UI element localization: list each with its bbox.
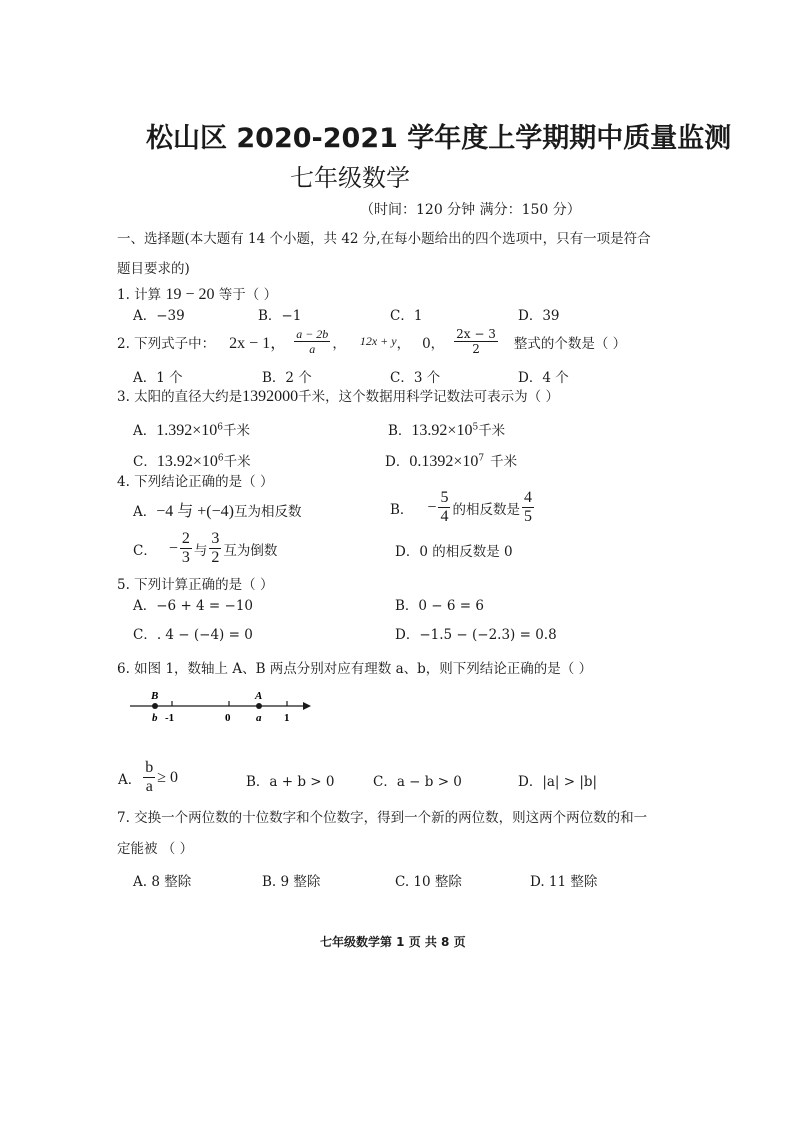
q4-b-fraction-1	[438, 490, 450, 525]
q3-number: 1392000	[242, 388, 299, 405]
q1-option-c[interactable]: C．1	[390, 308, 423, 324]
q3-option-b[interactable]	[388, 419, 505, 440]
label-a: a	[256, 712, 262, 724]
label-B-top: B	[151, 690, 159, 702]
q1-expression: 19 − 20	[165, 286, 215, 303]
q5-option-c[interactable]: C．. 4 − (−4) = 0	[133, 627, 253, 643]
q5-option-a[interactable]: A．−6 + 4 = −10	[133, 598, 254, 614]
section-heading-line2: 题目要求的)	[117, 261, 190, 277]
q4-option-a[interactable]	[133, 498, 301, 521]
q2-fraction-2	[454, 328, 498, 355]
label-A-top: A	[255, 690, 263, 702]
q4-d-text: 0 的相反数是 0	[419, 544, 513, 560]
q7-option-c[interactable]: C. 10 整除	[395, 874, 462, 890]
q4-a-label: A．	[133, 503, 157, 520]
q4-c-den: 3	[181, 549, 190, 566]
section-heading-line1: 一、选择题(本大题有 14 个小题，共 42 分,在每小题给出的四个选项中，只有一项是符合	[117, 231, 651, 247]
q4-d-label: D．	[395, 544, 420, 560]
q3-c-label: C．	[133, 454, 157, 470]
page-subtitle: 七年级数学	[290, 164, 410, 192]
q4-c-fraction-1	[180, 531, 192, 566]
q7-option-d[interactable]: D. 11 整除	[530, 874, 598, 890]
label-minus-one: -1	[165, 712, 175, 724]
q1-prefix: 1. 计算	[117, 287, 162, 303]
q6-a-den: a	[145, 778, 153, 795]
question-7-line2: 定能被 （ ）	[117, 841, 194, 857]
q2-prefix: 2. 下列式子中：	[117, 335, 216, 352]
q3-option-a[interactable]	[133, 419, 250, 440]
q3-option-d[interactable]	[385, 450, 517, 471]
q2-expr2: 12x + y	[359, 334, 397, 348]
q3-d-mantissa: 0.1392×10	[409, 453, 479, 470]
q2-option-d[interactable]: D．4 个	[518, 370, 569, 386]
q4-c-mid: 与	[193, 542, 208, 559]
q2-sep2: ，	[396, 335, 411, 352]
q6-a-num: b	[145, 759, 154, 776]
q4-c-num: 2	[181, 530, 190, 547]
q2-option-a[interactable]: A．1 个	[133, 370, 183, 386]
q3-c-mantissa: 13.92×10	[156, 453, 218, 470]
q2-zero: 0，	[422, 335, 445, 352]
q2-suffix: 整式的个数是（ ）	[513, 335, 627, 352]
question-3-stem	[117, 385, 559, 406]
q2-sep1: ，	[332, 335, 346, 352]
q6-a-relation: ≥ 0	[157, 768, 179, 786]
q2-frac1-numerator: a − 2b	[296, 327, 329, 341]
label-b: b	[152, 712, 158, 724]
q3-d-label: D．	[385, 454, 410, 470]
q2-expr1: 2x − 1，	[229, 335, 287, 352]
question-4-stem: 4. 下列结论正确的是（ ）	[117, 474, 274, 490]
q4-b-den2: 5	[523, 508, 532, 525]
q3-b-label: B．	[388, 423, 412, 439]
q4-c-den2: 2	[211, 549, 220, 566]
label-one: 1	[284, 712, 290, 724]
question-7-line1: 7. 交换一个两位数的十位数字和个位数字，得到一个新的两位数，则这两个两位数的和一	[117, 810, 648, 826]
q4-c-text: 互为倒数	[223, 542, 278, 559]
q6-option-a[interactable]	[118, 760, 178, 795]
q2-frac1-denominator: a	[309, 342, 316, 356]
q2-fraction-1	[294, 328, 330, 355]
question-5-stem: 5. 下列计算正确的是（ ）	[117, 577, 274, 593]
question-2-stem	[117, 328, 626, 355]
q1-option-d[interactable]: D．39	[518, 308, 560, 324]
q4-option-c[interactable]	[133, 531, 277, 566]
q4-b-num2: 4	[523, 489, 532, 506]
q4-c-num2: 3	[211, 530, 220, 547]
q4-option-d[interactable]	[395, 540, 513, 560]
label-zero: 0	[225, 712, 231, 724]
q3-c-unit: 千米	[223, 454, 251, 470]
q1-option-b[interactable]: B．−1	[258, 308, 302, 324]
q1-option-a[interactable]: A．−39	[133, 308, 185, 324]
q6-a-label: A．	[118, 771, 142, 788]
time-info: （时间：120 分钟 满分：150 分）	[360, 202, 581, 218]
number-line-arrow	[303, 702, 311, 710]
q3-a-label: A．	[133, 423, 157, 439]
q6-option-d[interactable]: D．|a| > |b|	[518, 774, 598, 790]
q3-a-mantissa: 1.392×10	[156, 422, 218, 439]
q2-option-b[interactable]: B．2 个	[262, 370, 312, 386]
q7-option-b[interactable]: B. 9 整除	[262, 874, 321, 890]
q3-suffix: 千米，这个数据用科学记数法可表示为（ ）	[298, 389, 559, 405]
q3-b-mantissa: 13.92×10	[411, 422, 473, 439]
point-a	[256, 703, 262, 709]
q4-b-num: 5	[440, 489, 449, 506]
q6-a-fraction	[143, 760, 155, 795]
q3-d-exponent: 7	[478, 453, 485, 464]
q7-option-a[interactable]: A. 8 整除	[133, 874, 192, 890]
q6-option-c[interactable]: C．a − b > 0	[373, 774, 462, 790]
q4-b-fraction-2	[522, 490, 534, 525]
q6-option-b[interactable]: B．a + b > 0	[246, 774, 335, 790]
q4-b-den: 4	[440, 508, 449, 525]
point-b	[152, 703, 158, 709]
q5-option-d[interactable]: D．−1.5 − (−2.3) = 0.8	[395, 627, 557, 643]
q4-b-text: 的相反数是	[452, 501, 520, 518]
q3-prefix: 3. 太阳的直径大约是	[117, 389, 243, 405]
q2-frac2-denominator: 2	[472, 342, 480, 356]
q3-option-c[interactable]	[133, 450, 251, 471]
q4-c-fraction-2	[209, 531, 221, 566]
q3-c-exponent: 6	[217, 453, 224, 464]
q4-c-label: C．	[133, 542, 157, 559]
q5-option-b[interactable]: B．0 − 6 = 6	[395, 598, 484, 614]
q2-option-c[interactable]: C．3 个	[390, 370, 441, 386]
q3-b-exponent: 5	[472, 422, 479, 433]
q4-option-b[interactable]	[390, 490, 536, 525]
question-6-stem: 6. 如图 1，数轴上 A、B 两点分别对应有理数 a、b，则下列结论正确的是（ ）	[117, 661, 593, 677]
q4-c-minus: −	[168, 539, 178, 557]
q3-b-unit: 千米	[478, 423, 506, 439]
question-1-stem	[117, 283, 277, 304]
q4-b-minus: −	[427, 498, 437, 516]
q3-a-exponent: 6	[217, 422, 224, 433]
q1-suffix: 等于（ ）	[218, 287, 278, 303]
q2-frac2-numerator: 2x − 3	[456, 327, 496, 341]
q4-b-label: B．	[390, 501, 414, 518]
number-line-figure	[125, 688, 315, 728]
page-title: 松山区 2020-2021 学年度上学期期中质量监测	[146, 123, 732, 154]
page-footer: 七年级数学第 1 页 共 8 页	[320, 935, 466, 949]
q3-d-unit: 千米	[490, 454, 518, 470]
q4-a-expression: −4 与 +(−4)	[156, 503, 234, 520]
q3-a-unit: 千米	[223, 423, 251, 439]
q4-a-text: 互为相反数	[233, 503, 302, 520]
